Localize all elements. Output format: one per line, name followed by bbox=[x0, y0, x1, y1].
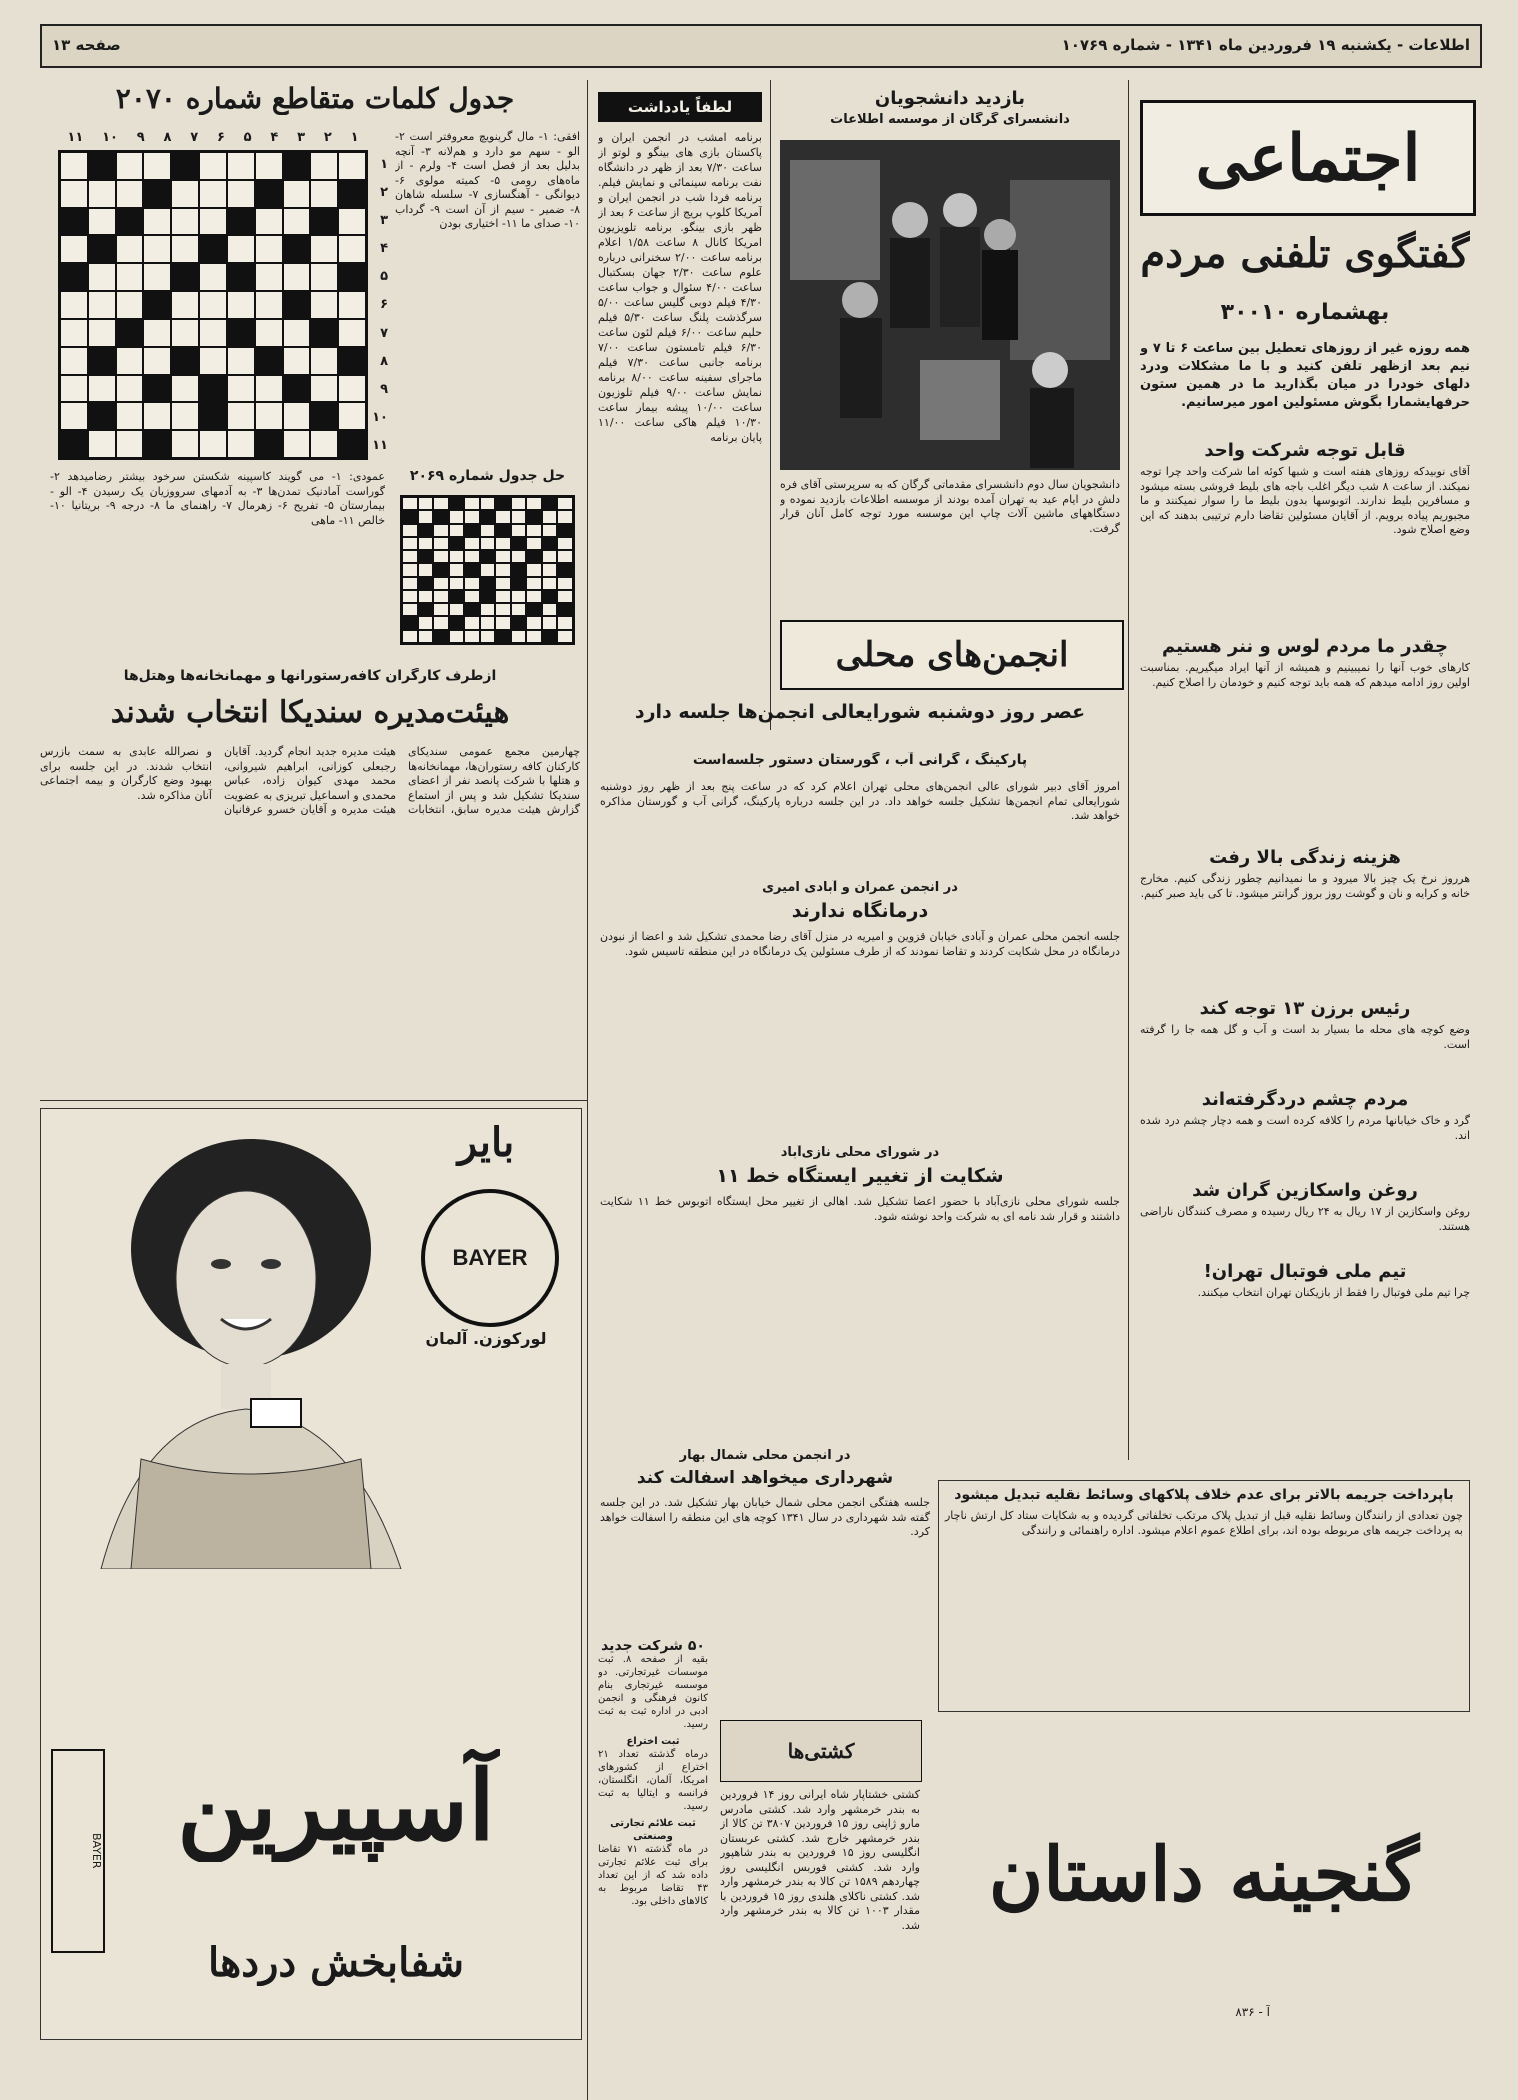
companies-text-column bbox=[598, 1640, 708, 2040]
col-number: ۱۱ bbox=[67, 130, 84, 145]
row-number: ۱۰ bbox=[372, 410, 388, 426]
social-item-title: روغن واسکازین گران شد bbox=[1192, 1180, 1418, 1201]
header-page-number: صفحه ۱۳ bbox=[52, 36, 121, 54]
bayer-logo-text: BAYER bbox=[452, 1245, 528, 1270]
col-number: ۳ bbox=[297, 130, 306, 145]
row-number: ۱۱ bbox=[372, 438, 388, 454]
social-item-body: آقای نوبیدکه روزهای هفته است و شبها کوئه اما شرکت واحد چرا توجه نمیکند. از ساعت ۸ شب دیگر اغلب باجه های بلیط فروشی بسته میشود و مسافرین بلیط ندارند. اتوبوسها بدون بلیط ما را سوار نمیکنند و ما مجبوریم پیاده برویم. از آقایان مسئولین تقاضا دارم ترتیبی بدهند که این وضع اصلاح شود. bbox=[1140, 465, 1470, 536]
bahar-body: جلسه هفتگی انجمن محلی شمال خیابان بهار تشکیل شد. در این جلسه گفته شد شهرداری در سال ۱۳۴۱ کوچه های این منطقه را اسفالت خواهد کرد. bbox=[600, 1496, 930, 1538]
bahar-heading: در انجمن محلی شمال بهار bbox=[679, 1448, 851, 1463]
social-item-body: وضع کوچه های محله ما بسیار بد است و آب و گل همه جا را گرفته است. bbox=[1140, 1023, 1470, 1051]
ships-banner-text: کشتی‌ها bbox=[787, 1739, 855, 1763]
trademark-heading: ثبت علائم تجارتی وصنعتی bbox=[610, 1818, 696, 1842]
row-number: ۵ bbox=[380, 269, 388, 285]
col-number: ۱ bbox=[350, 130, 359, 145]
woman-illustration bbox=[81, 1129, 411, 1569]
aspirin-title: آسپیرین bbox=[177, 1749, 495, 1862]
social-item-title: مردم چشم دردگرفته‌اند bbox=[1201, 1089, 1409, 1110]
story-ad-title: گنجینه داستان bbox=[988, 1832, 1420, 1918]
naziabad-body: جلسه شورای محلی نازی‌آباد با حضور اعضا تشکیل شد. اهالی از تغییر محل ایستگاه اتوبوس خط ۱۱ شکایت داشتند و قرار شد نامه ای به شرکت واحد نوشته شود. bbox=[600, 1195, 1120, 1223]
phone-intro: همه روزه غیر از روزهای تعطیل بین ساعت ۶ تا ۷ و نیم بعد ازظهر تلفن کنید و با ما مشکلات ودرد دلهای خودرا در میان بگذارید ما در همین ستون حرفهایشمارا بگوش مسئولین امور میرسانیم. bbox=[1140, 341, 1470, 410]
row-number: ۶ bbox=[380, 297, 388, 313]
phone-number: بهشماره ۳۰۰۱۰ bbox=[1220, 300, 1390, 325]
students-subtitle: دانشسرای گرگان از موسسه اطلاعات bbox=[830, 112, 1070, 127]
council-title: عصر روز دوشنبه شورایعالی انجمن‌ها جلسه دارد bbox=[634, 701, 1086, 723]
row-number: ۳ bbox=[380, 212, 388, 228]
crossword-across: افقی: ۱- مال گرینویچ معروفتر است ۲- الو - سهم مو دارد و هم‌لانه ۳- آنچه بدلیل بعد از فصل است ۴- ولرم - از ماه‌های رومی ۵- کمیته مولوی ۶- دیوانگی - آهنگسازی ۷- سلسله شاهان ۸- ضمیر - سیم از آن است ۹- گرداب ۱۰- صدای ما ۱۱- اختیاری بودن bbox=[395, 130, 580, 230]
row-number: ۹ bbox=[380, 381, 388, 397]
solution-title: حل جدول شماره ۲۰۶۹ bbox=[409, 468, 566, 484]
col-number: ۵ bbox=[243, 130, 252, 145]
naziabad-title: شکایت از تغییر ایستگاه خط ۱۱ bbox=[716, 1165, 1004, 1187]
companies-main-title: ۵۰ شرکت جدید bbox=[601, 1640, 705, 1654]
story-ad bbox=[938, 1720, 1470, 2030]
naziabad-heading: در شورای محلی نازی‌آباد bbox=[780, 1145, 940, 1160]
council-body: امروز آقای دبیر شورای عالی انجمن‌های محلی تهران اعلام کرد که در ساعت پنج بعد از ظهر روز دوشنبه شورایعالی تمام انجمن‌ها تشکیل جلسه خواهد داد. در این جلسه درباره پارکینگ، گرانی آب و گورستان مذاکره خواهد شد. bbox=[600, 780, 1120, 822]
workers-body: چهارمین مجمع عمومی سندیکای کارکنان کافه رستوران‌ها، مهمانخانه‌ها و هتلها با شرکت پانصد نفر از اعضای سندیکا تشکیل شد و پس از استماع گزارش هیئت مدیره سابق، انتخابات هیئت مدیره جدید انجام گردید. آقایان رجبعلی کوزانی، ابراهیم شیروانی، محمد مهدی کیوان زاده، عباس محمدی و اسماعیل تبریزی به عضویت هیئت مدیره و آقایان خسرو عرفانیان و نصرالله عابدی به سمت بازرس انتخاب شدند. در این جلسه برای بهبود وضع کارگران و بیمه اجتماعی آنان مذاکره شد. bbox=[40, 745, 580, 816]
amiri-body: جلسه انجمن محلی عمران و آبادی خیابان قزوین و امیریه در منزل آقای رضا محمدی تشکیل شد و اعضا از نبودن درمانگاه در محل شکایت کردند و تقاضا نمودند که از طرف مسئولین یک درمانگاه در این منطقه تاسیس شود. bbox=[600, 930, 1120, 958]
students-photo bbox=[780, 140, 1120, 470]
social-item-body: هرروز نرخ یک چیز بالا میرود و ما نمیدانیم چطور زندگی کنیم. مخارج خانه و کرایه و نان و گوشت روز بروز گرانتر میشود. تا کی باید صبر کنیم. bbox=[1140, 872, 1470, 900]
social-item-title: هزینه زندگی بالا رفت bbox=[1209, 847, 1401, 868]
traffic-notice-body: چون تعدادی از رانندگان وسائط نقلیه قبل از تبدیل پلاک مرتکب تخلفاتی گردیده و به شکایات ستاد کل ارتش ناچار به پرداخت جریمه های مربوطه بوده اند، برای اطلاع عموم اعلام میشود. اداره راهنمائی و رانندگی bbox=[945, 1509, 1463, 1537]
social-item-body: چرا تیم ملی فوتبال را فقط از بازیکنان تهران انتخاب میکنند. bbox=[1197, 1286, 1470, 1299]
page-header bbox=[40, 24, 1482, 68]
social-item-title: قابل توجه شرکت واحد bbox=[1204, 440, 1406, 461]
social-item-title: چقدر ما مردم لوس و ننر هستیم bbox=[1162, 636, 1448, 657]
crossword-title: جدول کلمات متقاطع شماره ۲۰۷۰ bbox=[115, 82, 515, 115]
bayer-small-icon: BAYER bbox=[51, 1749, 105, 1953]
social-item-body: کارهای خوب آنها را نمیبینیم و همیشه از آنها ایراد میگیریم. بمناسبت اولین روز ادامه میدهم که همه باید توجه کنیم و خودمان را اصلاح کنیم. bbox=[1140, 661, 1470, 689]
row-number: ۴ bbox=[380, 241, 388, 257]
neighborhood-banner bbox=[780, 620, 1124, 690]
bayer-cross-icon bbox=[421, 1189, 559, 1327]
row-number: ۲ bbox=[380, 184, 388, 200]
neighborhood-banner-text: انجمن‌های محلی bbox=[835, 635, 1069, 675]
solution-grid bbox=[400, 495, 575, 645]
social-item-title: رئیس برزن ۱۳ توجه کند bbox=[1199, 998, 1411, 1019]
traffic-notice-title: باپرداخت جریمه بالاتر برای عدم خلاف پلاکهای وسائط نقلیه تبدیل میشود bbox=[954, 1487, 1454, 1503]
col-number: ۲ bbox=[323, 130, 332, 145]
workers-kicker: ازطرف کارگران کافه‌رستورانها و مهمانخانه‌ها وهتل‌ها bbox=[123, 668, 497, 684]
crossword-down: عمودی: ۱- می گویند کاسپینه شکستن سرخود بیشتر رضامیدهد ۲- گوراست آمادنیک تمدن‌ها ۳- به آدمهای سرووزیان یک رسیدن ۴- الو - بیمارستان ۵- تفریح ۶- زهرمال ۷- راهنمای ما ۸- درجه ۹- بریتانیا ۱۰- خالص ۱۱- ماهی bbox=[50, 470, 385, 527]
col-number: ۸ bbox=[163, 130, 172, 145]
social-logo bbox=[1140, 100, 1476, 216]
patent-body: درماه گذشته تعداد ۲۱ اختراع از کشورهای امریکا، آلمان، انگلستان، فرانسه و ایتالیا به ثبت رسید. bbox=[598, 1749, 708, 1812]
companies-main-body: بقیه از صفحه ۸. ثبت موسسات غیرتجارتی. دو موسسه غیرتجاری بنام کانون فرهنگی و انجمن ادبی در اداره ثبت به ثبت رسید. bbox=[598, 1654, 708, 1730]
aspirin-ad bbox=[40, 1108, 582, 2040]
phone-title: گفتگوی تلفنی مردم bbox=[1140, 230, 1470, 277]
col-number: ۶ bbox=[216, 130, 225, 145]
patent-heading: ثبت اختراع bbox=[626, 1736, 680, 1747]
students-caption: دانشجویان سال دوم دانشسرای مقدماتی گرگان که به سرپرستی آقای فره دلش در ایام عید به تهران آمده بودند از موسسه اطلاعات بازدید نموده و دستگاههای ماشین آلات چاپ این موسسه مورد توجه کامل آنان قرار گرفت. bbox=[780, 478, 1120, 535]
col-number: ۱۰ bbox=[102, 130, 118, 145]
amiri-heading: در انجمن عمران و آبادی امیری bbox=[762, 880, 958, 895]
amiri-title: درمانگاه ندارند bbox=[791, 900, 929, 922]
ships-banner bbox=[720, 1720, 922, 1782]
social-item-body: روغن واسکازین از ۱۷ ریال به ۲۴ ریال رسیده و مصرف کنندگان ناراضی هستند. bbox=[1140, 1205, 1470, 1233]
row-number: ۷ bbox=[380, 325, 388, 341]
students-title: بازدید دانشجویان bbox=[874, 88, 1026, 109]
traffic-notice bbox=[938, 1480, 1470, 1712]
col-number: ۴ bbox=[270, 130, 279, 145]
col-number: ۹ bbox=[136, 130, 145, 145]
social-items bbox=[1140, 440, 1470, 1465]
bahar-title: شهرداری میخواهد اسفالت کند bbox=[636, 1468, 894, 1488]
col-number: ۷ bbox=[190, 130, 199, 145]
crossword-row-numbers bbox=[370, 150, 388, 460]
ships-body: کشتی خشتاپار شاه ایرانی روز ۱۴ فروردین به بندر خرمشهر وارد شد. کشتی مادرس مارو ژاپنی روز ۱۵ فروردین ۳۸۰۷ تن کالا از بندر خرمشهر خارج شد. کشتی عربستان انگلیسی روز ۱۵ فروردین به بندر شاهپور وارد شد. کشتی فوربس انگلیسی روز چهاردهم ۱۵۸۹ تن کالا به بندر خرمشهر وارد شد. کشتی ناکلای هلندی روز ۱۵ فروردین با مقدار ۱۰۰۳ تن کالا به بندر خرمشهر وارد شد. bbox=[720, 1788, 920, 1932]
story-ad-code: آ - ۸۳۶ bbox=[1235, 2005, 1270, 2019]
council-subtitle: پارکینگ ، گرانی آب ، گورستان دستور جلسه‌است bbox=[692, 752, 1028, 768]
bayer-title: بایر bbox=[457, 1119, 515, 1166]
trademark-body: در ماه گذشته ۷۱ تقاضا برای ثبت علائم تجارتی داده شد که از این تعداد ۴۳ تقاضا مربوط به کالاهای داخلی بود. bbox=[598, 1844, 708, 1907]
social-item-body: گرد و خاک خیابانها مردم را کلافه کرده است و همه دچار چشم درد شده اند. bbox=[1140, 1114, 1470, 1142]
notes-banner: لطفاً یادداشت bbox=[598, 92, 762, 122]
bayer-leverkusen: لورکوزن. آلمان bbox=[425, 1329, 547, 1348]
row-number: ۱ bbox=[380, 156, 388, 172]
workers-title: هیئت‌مدیره سندیکا انتخاب شدند bbox=[110, 695, 510, 730]
social-item-title: تیم ملی فوتبال تهران! bbox=[1203, 1261, 1407, 1282]
aspirin-slogan: شفابخش دردها bbox=[207, 1939, 465, 1986]
crossword-col-numbers bbox=[58, 130, 368, 148]
header-issue: اطلاعات - یکشنبه ۱۹ فروردین ماه ۱۳۴۱ - شماره ۱۰۷۶۹ bbox=[1061, 36, 1470, 54]
notes-text: برنامه امشب در انجمن ایران و پاکستان بازی های بینگو و لوتو از ساعت ۷/۳۰ بعد از ظهر در دانشگاه نفت برنامه سینمائی و نمایش فیلم. برنامه فردا شب در انجمن ایران و آمریکا کلوپ بریج از ساعت ۶ بعد از ظهر بازی بینگو. برنامه تلویزیون امریکا کانال ۸ ساعت ۱/۵۸ اعلام برنامه ساعت ۲/۰۰ سخنرانی درباره علوم ساعت ۲/۳۰ جهان بسکتبال ساعت ۴/۰۰ سئوال و جواب ساعت ۴/۳۰ فیلم دوبی گلیس ساعت ۵/۰۰ سرگذشت پلنگ ساعت ۵/۳۰ فیلم حلیم ساعت ۶/۰۰ فیلم لئون ساعت ۶/۳۰ فیلم تامستون ساعت ۷/۰۰ برنامه جانبی ساعت ۷/۳۰ فیلم ماجرای سفینه ساعت ۸/۰۰ برنامه نمایش ساعت ۹/۰۰ فیلم تلوزیون ساعت ۱۰/۰۰ پیشه بیمار ساعت ۱۰/۳۰ فیلم هاکی ساعت ۱۱/۰۰ پایان برنامه bbox=[598, 131, 762, 444]
row-number: ۸ bbox=[380, 353, 388, 369]
social-logo-text: اجتماعی bbox=[1195, 120, 1421, 196]
crossword-grid bbox=[58, 150, 368, 460]
